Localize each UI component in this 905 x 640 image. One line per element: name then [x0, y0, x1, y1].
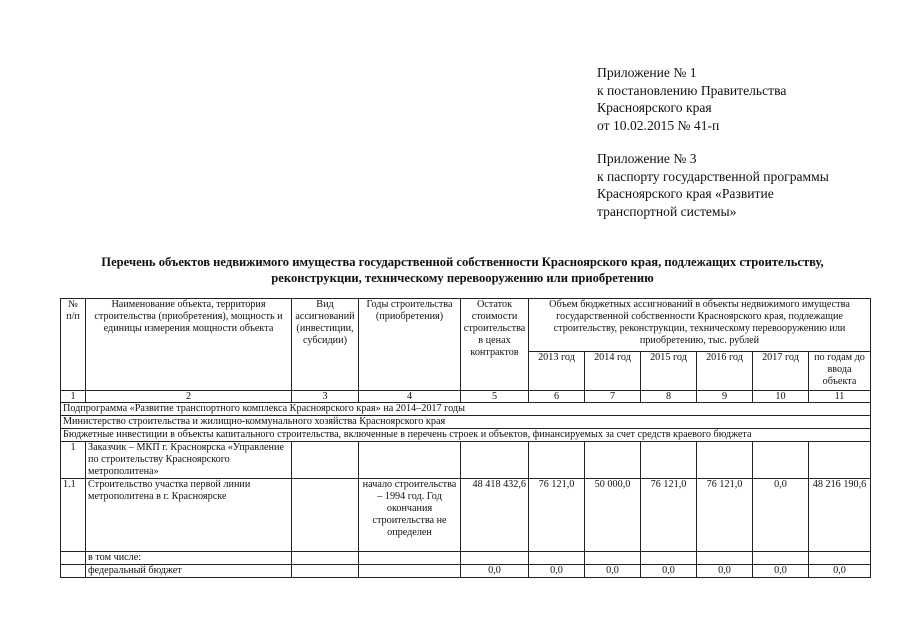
row-remainder: 0,0 [461, 565, 529, 578]
row-2014: 50 000,0 [585, 479, 641, 552]
row-until: 48 216 190,6 [809, 479, 871, 552]
document-title [40, 254, 885, 286]
row-name: Строительство участка первой линии метрополитена в г. Красноярске [86, 479, 292, 552]
appendix-3-line: к паспорту государственной программы [597, 168, 829, 184]
column-number: 4 [359, 391, 461, 403]
row-2016: 76 121,0 [697, 479, 753, 552]
column-number: 9 [697, 391, 753, 403]
row-2016: 0,0 [697, 565, 753, 578]
section-row [61, 429, 871, 442]
row-2015: 76 121,0 [641, 479, 697, 552]
appendix-3-block [597, 150, 829, 220]
row-2014: 0,0 [585, 565, 641, 578]
row-2017: 0,0 [753, 565, 809, 578]
appendix-1-block [597, 64, 786, 134]
header-years: Годы строительства (приобретения) [359, 299, 461, 391]
table-row-including [61, 552, 871, 565]
appendix-1-line: Приложение № 1 [597, 65, 697, 80]
property-objects-table [60, 298, 871, 578]
header-2015: 2015 год [641, 352, 697, 391]
appendix-3-line: Приложение № 3 [597, 151, 697, 166]
column-number: 2 [86, 391, 292, 403]
header-remainder: Остаток стоимости строительства в ценах контрактов [461, 299, 529, 391]
section-row [61, 403, 871, 416]
row-2015: 0,0 [641, 565, 697, 578]
row-years: начало строительства – 1994 год. Год окончания строительства не определен [359, 479, 461, 552]
row-remainder: 48 418 432,6 [461, 479, 529, 552]
section-ministry: Министерство строительства и жилищно-коммунального хозяйства Красноярского края [61, 416, 871, 429]
column-number: 7 [585, 391, 641, 403]
appendix-1-line: от 10.02.2015 № 41-п [597, 117, 720, 133]
column-number: 11 [809, 391, 871, 403]
appendix-1-line: к постановлению Правительства [597, 82, 787, 98]
row-num: 1.1 [61, 479, 86, 552]
header-2017: 2017 год [753, 352, 809, 391]
header-2013: 2013 год [529, 352, 585, 391]
section-budget-investments: Бюджетные инвестиции в объекты капитального строительства, включенные в перечень строек и объектов, финансируемых за счет средств краевого бюджета [61, 429, 871, 442]
header-2016: 2016 год [697, 352, 753, 391]
table-row-customer [61, 442, 871, 479]
header-type: Вид ассигнований (инвестиции, субсидии) [292, 299, 359, 391]
document-title-line-2: реконструкции, техническому перевооружению или приобретению [271, 271, 654, 285]
table-row-metro [61, 479, 871, 552]
row-name: в том числе: [86, 552, 292, 565]
column-number: 1 [61, 391, 86, 403]
header-2014: 2014 год [585, 352, 641, 391]
column-number: 5 [461, 391, 529, 403]
section-subprogram: Подпрограмма «Развитие транспортного комплекса Красноярского края» на 2014–2017 годы [61, 403, 871, 416]
header-name: Наименование объекта, территория строительства (приобретения), мощность и единицы измерения мощности объекта [86, 299, 292, 391]
table-row-federal [61, 565, 871, 578]
section-row [61, 416, 871, 429]
appendix-3-line: Красноярского края «Развитие [597, 186, 774, 201]
header-row-1 [61, 299, 871, 352]
column-number-row [61, 391, 871, 403]
row-until: 0,0 [809, 565, 871, 578]
row-name: федеральный бюджет [86, 565, 292, 578]
header-volume: Объем бюджетных ассигнований в объекты недвижимого имущества государственной собственности Красноярского края, подлежащие строительству, реконструкции, техническому перевооружению или приобретению, тыс. рублей [529, 299, 871, 352]
document-title-line-1: Перечень объектов недвижимого имущества государственной собственности Красноярского края, подлежащих строительству, [101, 255, 824, 269]
row-name: Заказчик – МКП г. Красноярска «Управление по строительству Красноярского метрополитена» [86, 442, 292, 479]
header-until-commissioning: по годам до ввода объекта [809, 352, 871, 391]
row-num: 1 [61, 442, 86, 479]
column-number: 10 [753, 391, 809, 403]
column-number: 3 [292, 391, 359, 403]
appendix-1-line: Красноярского края [597, 100, 712, 115]
appendix-3-line: транспортной системы» [597, 203, 737, 219]
row-2013: 76 121,0 [529, 479, 585, 552]
column-number: 8 [641, 391, 697, 403]
column-number: 6 [529, 391, 585, 403]
row-2017: 0,0 [753, 479, 809, 552]
row-2013: 0,0 [529, 565, 585, 578]
header-num: № п/п [61, 299, 86, 391]
